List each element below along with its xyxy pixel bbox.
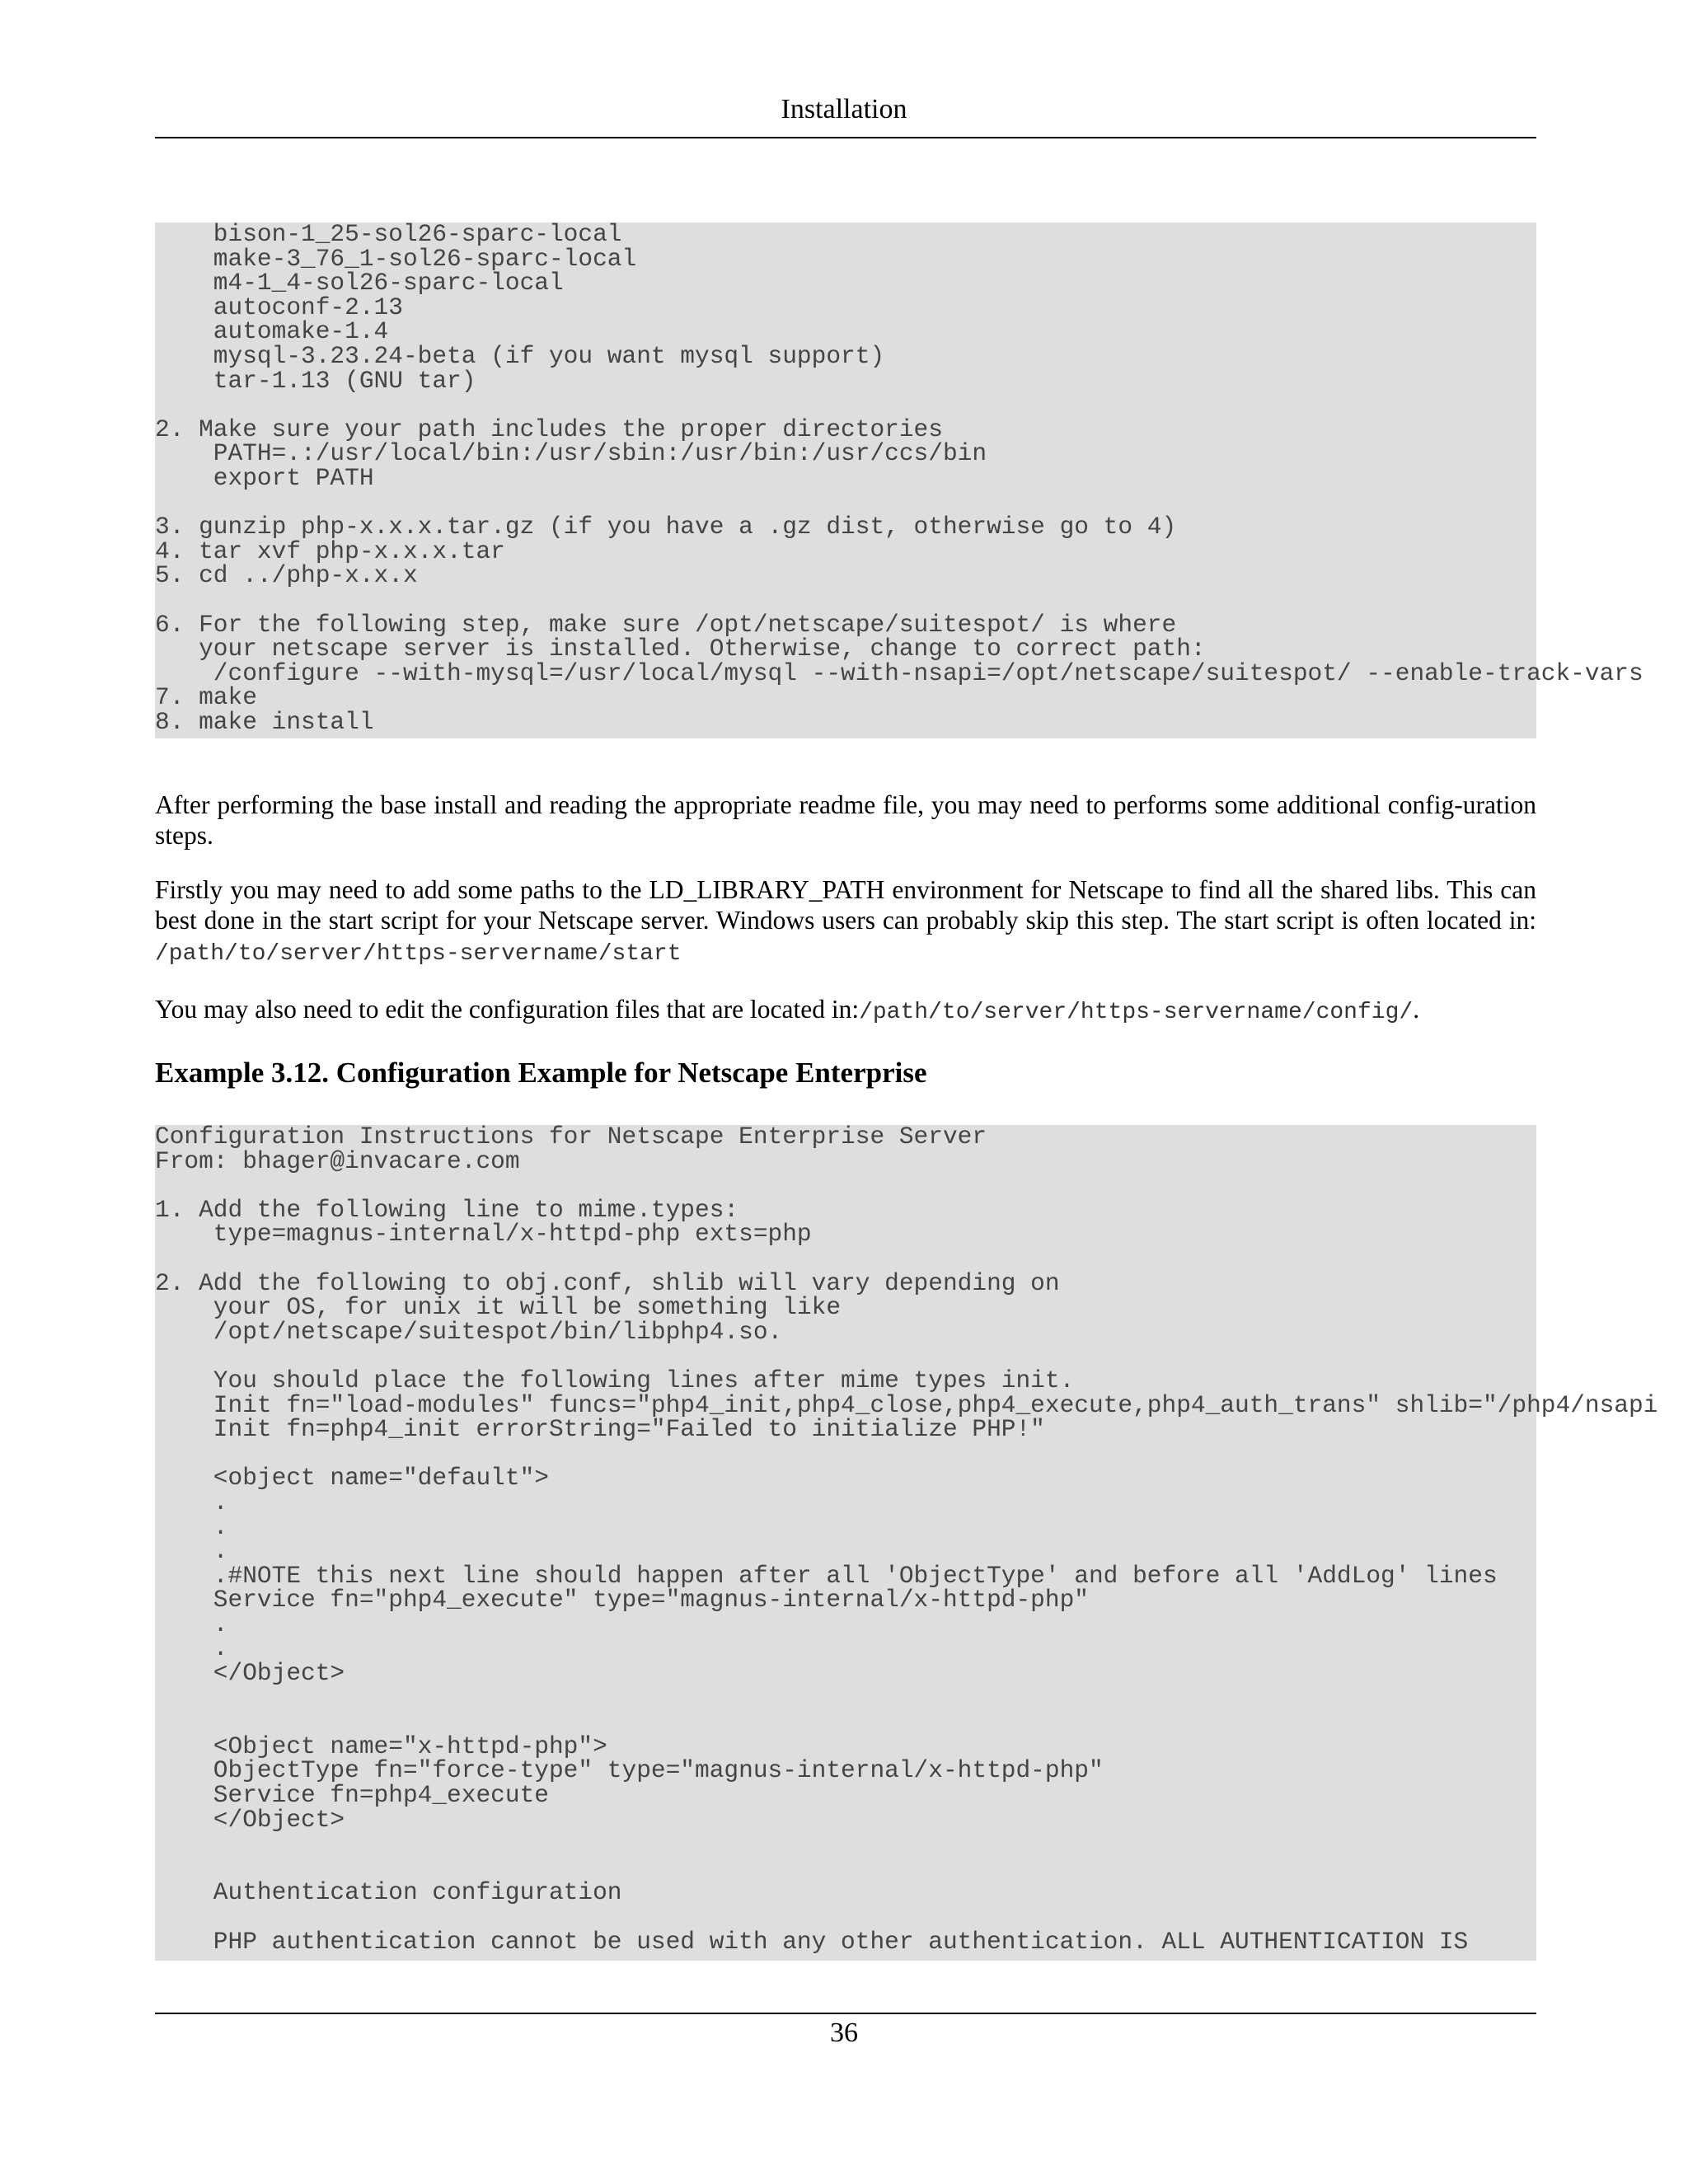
page-number: 36 — [830, 2018, 858, 2048]
netscape-config-code: Configuration Instructions for Netscape Enterprise Server From: bhager@invacare.com 1. Add the following line to mime.types: type=magnus-internal/x-httpd-php exts=php 2. Add the following to obj.conf, shlib will vary depending on your OS, for unix it will be something like /opt/netscape/suitespot/bin/libphp4.so. You should place the following lines after mime types init. Init fn="load-modules" funcs="php4_init,php4_close,php4_execute,php4_auth_trans" shlib="/php4/nsapi Init fn=php4_init errorString="Failed to initialize PHP!" <object name="default"> . . . .#NOTE this next line should happen after all 'ObjectType' and before all 'AddLog' lines Service fn="php4_execute" type="magnus-internal/x-httpd-php" . . </Object> <Object name="x-httpd-php"> ObjectType fn="force-type" type="magnus-internal/x-httpd-php" Service fn=php4_execute </Object> Authentication configuration PHP authentication cannot be used with any other authentication. ALL AUTHENTICATION IS — [155, 1125, 1658, 1956]
config-files-period: . — [1413, 995, 1420, 1024]
config-dir-path: /path/to/server/https-servername/config/ — [859, 1000, 1414, 1025]
config-files-paragraph — [155, 994, 1536, 1028]
config-files-text: You may also need to edit the configuration files that are located in: — [155, 995, 860, 1024]
start-script-path: /path/to/server/https-servername/start — [155, 941, 682, 967]
install-steps-code-block — [155, 223, 1643, 738]
netscape-config-code-block — [155, 1125, 1658, 1961]
example-title: Example 3.12. Configuration Example for Netscape Enterprise — [155, 1057, 927, 1089]
footer-rule — [155, 2013, 1536, 2014]
header-rule — [155, 137, 1536, 138]
library-path-paragraph — [155, 874, 1536, 969]
install-steps-code: bison-1_25-sol26-sparc-local make-3_76_1-sol26-sparc-local m4-1_4-sol26-sparc-local autoconf-2.13 automake-1.4 mysql-3.23.24-beta (if you want mysql support) tar-1.13 (GNU tar) 2. Make sure your path includes the proper directories PATH=.:/usr/local/bin:/usr/sbin:/usr/bin:/usr/ccs/bin export PATH 3. gunzip php-x.x.x.tar.gz (if you have a .gz dist, otherwise go to 4) 4. tar xvf php-x.x.x.tar 5. cd ../php-x.x.x 6. For the following step, make sure /opt/netscape/suitespot/ is where your netscape server is installed. Otherwise, change to correct path: /configure --with-mysql=/usr/local/mysql --with-nsapi=/opt/netscape/suitespot/ --enable-track-vars 7. make 8. make install — [155, 223, 1643, 736]
library-path-text: Firstly you may need to add some paths to the LD_LIBRARY_PATH environment for Netscape to find all the shared libs. This can best done in the start script for your Netscape server. Windows users can probably skip this step. The start script is often located in: — [155, 875, 1536, 935]
base-install-paragraph: After performing the base install and reading the appropriate readme file, you may need to performs some additional config-uration steps. — [155, 790, 1536, 850]
running-header: Installation — [781, 94, 907, 124]
